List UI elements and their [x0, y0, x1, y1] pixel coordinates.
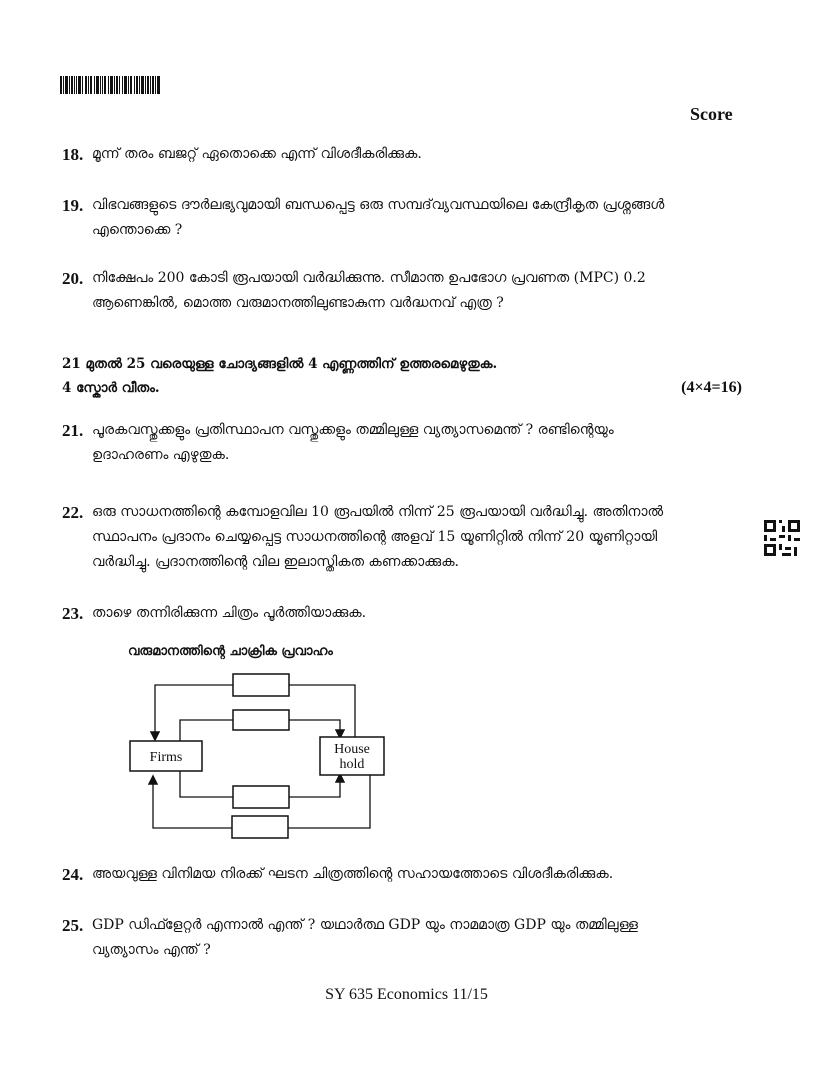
- household-label-line1: House: [334, 742, 370, 757]
- question-text: മൂന്ന് തരം ബജറ്റ് ഏതൊക്കെ എന്ന് വിശദീകരിക്കുക.: [92, 146, 422, 162]
- question-22: [62, 500, 742, 575]
- question-text: ഉദാഹരണം എഴുതുക.: [92, 447, 230, 463]
- circular-flow-diagram: [125, 665, 395, 845]
- section-instructions: [62, 352, 742, 400]
- question-text: GDP ഡിഫ്ളേറ്റർ എന്നാൽ എന്ത് ? യഥാർത്ഥ GDP യും നാമമാത്ര GDP യും തമ്മിലുള്ള: [92, 917, 638, 933]
- question-text: ഒരു സാധനത്തിന്റെ കമ്പോളവില 10 രൂപയിൽ നിന്ന് 25 രൂപയായി വർദ്ധിച്ചു. അതിനാൽ: [92, 504, 664, 520]
- section-marks: (4×4=16): [681, 379, 742, 396]
- question-20: [62, 266, 742, 316]
- question-number: 19.: [62, 196, 84, 215]
- question-24: [62, 862, 742, 887]
- question-text: നിക്ഷേപം 200 കോടി രൂപയായി വർദ്ധിക്കുന്നു. സീമാന്ത ഉപഭോഗ പ്രവണത (MPC) 0.2: [92, 270, 646, 286]
- section-instruction-line: 21 മുതൽ 25 വരെയുള്ള ചോദ്യങ്ങളിൽ 4 എണ്ണത്തിന് ഉത്തരമെഴുതുക.: [62, 356, 498, 372]
- question-text: സ്ഥാപനം പ്രദാനം ചെയ്യപ്പെട്ട സാധനത്തിന്റെ അളവ് 15 യൂണിറ്റിൽ നിന്ന് 20 യൂണിറ്റായി: [92, 529, 658, 545]
- firms-label: Firms: [149, 750, 183, 765]
- question-text: അയവുള്ള വിനിമയ നിരക്ക് ഘടന ചിത്രത്തിന്റെ സഹായത്തോടെ വിശദീകരിക്കുക.: [92, 866, 614, 882]
- blank-box-bottom-outer: [232, 816, 288, 838]
- section-score-line: 4 സ്കോർ വീതം.: [62, 380, 160, 396]
- page-footer: SY 635 Economics 11/15: [325, 986, 488, 1003]
- question-number: 21.: [62, 421, 84, 440]
- question-text: വ്യത്യാസം എന്ത് ?: [92, 942, 211, 958]
- blank-box-top-inner: [233, 710, 289, 730]
- question-25: [62, 913, 742, 963]
- question-text: പൂരകവസ്തുക്കളും പ്രതിസ്ഥാപന വസ്തുക്കളും തമ്മിലുള്ള വ്യത്യാസമെന്ത് ? രണ്ടിന്റെയും: [92, 422, 614, 438]
- blank-box-bottom-inner: [233, 786, 289, 808]
- question-text: എന്തൊക്കെ ?: [92, 222, 183, 238]
- question-number: 24.: [62, 865, 84, 884]
- question-text: വിഭവങ്ങളുടെ ദൗർലഭ്യവുമായി ബന്ധപ്പെട്ട ഒരു സമ്പദ്‌വ്യവസ്ഥയിലെ കേന്ദ്രീകൃത പ്രശ്നങ്ങൾ: [92, 197, 665, 213]
- question-18: [62, 142, 742, 167]
- score-heading: Score: [690, 104, 733, 124]
- question-19: [62, 193, 742, 243]
- question-text: ആണെങ്കിൽ, മൊത്ത വരുമാനത്തിലുണ്ടാകുന്ന വർദ്ധനവ് എത്ര ?: [92, 295, 504, 311]
- household-label-line2: hold: [339, 757, 365, 772]
- question-23: [62, 601, 742, 626]
- question-21: [62, 418, 742, 468]
- blank-box-top-outer: [233, 674, 289, 696]
- question-number: 25.: [62, 916, 84, 935]
- question-text: താഴെ തന്നിരിക്കുന്ന ചിത്രം പൂർത്തിയാക്കുക.: [92, 605, 367, 621]
- qr-code-image: [764, 520, 800, 556]
- question-number: 20.: [62, 269, 84, 288]
- diagram-title: വരുമാനത്തിന്റെ ചാക്രിക പ്രവാഹം: [128, 644, 333, 659]
- question-number: 23.: [62, 604, 84, 623]
- barcode-image: [60, 76, 160, 94]
- question-number: 22.: [62, 503, 84, 522]
- question-text: വർദ്ധിച്ചു. പ്രദാനത്തിന്റെ വില ഇലാസ്തികത കണക്കാക്കുക.: [92, 554, 459, 570]
- question-number: 18.: [62, 145, 84, 164]
